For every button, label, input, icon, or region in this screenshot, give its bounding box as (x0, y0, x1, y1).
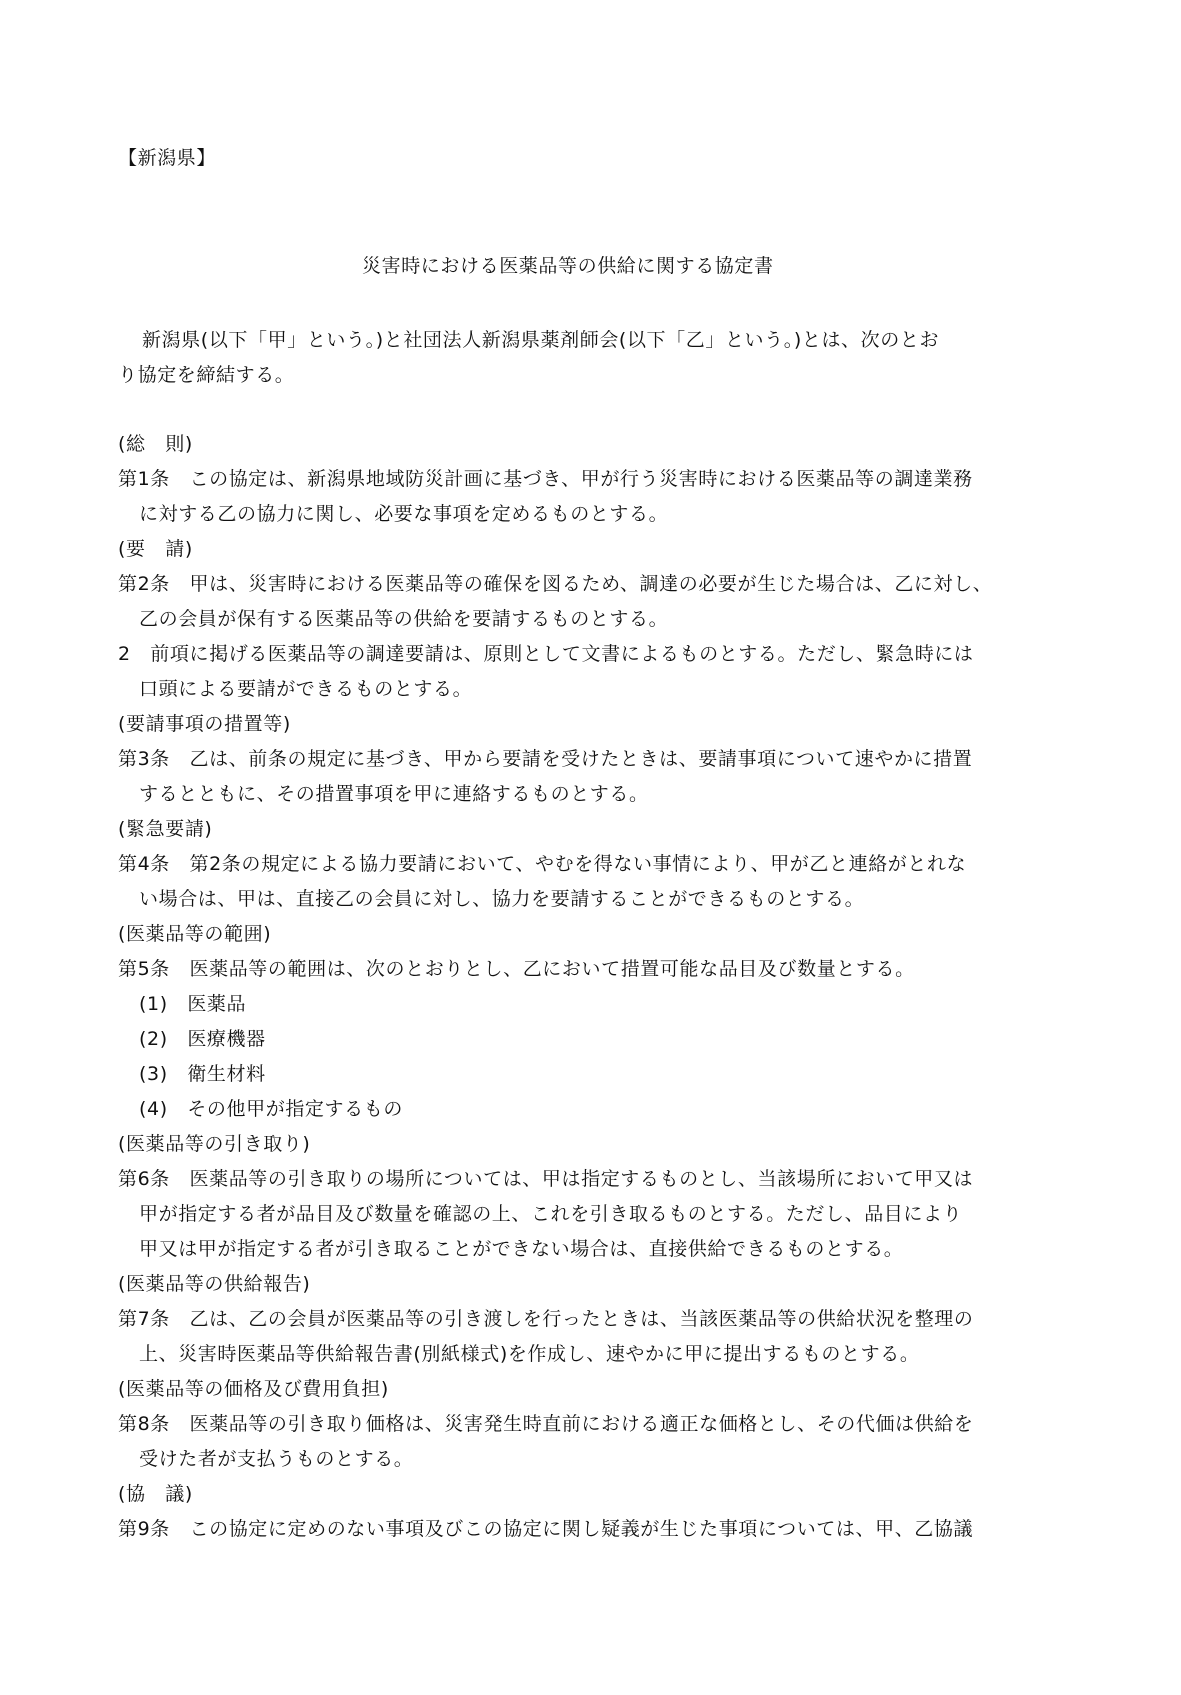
article-line: 受けた者が支払うものとする。 (139, 1448, 414, 1470)
article-line: 乙の会員が保有する医薬品等の供給を要請するものとする。 (139, 608, 669, 630)
list-item: (1) 医薬品 (139, 993, 247, 1015)
section-heading: (要請事項の措置等) (118, 713, 291, 735)
list-item: (2) 医療機器 (139, 1028, 266, 1050)
article-line: 甲又は甲が指定する者が引き取ることができない場合は、直接供給できるものとする。 (139, 1238, 904, 1260)
prefecture-label: 【新潟県】 (118, 147, 217, 169)
section-heading: (医薬品等の引き取り) (118, 1133, 311, 1155)
article-line: 第1条 この協定は、新潟県地域防災計画に基づき、甲が行う災害時における医薬品等の調達業務 (118, 468, 973, 490)
document-title: 災害時における医薬品等の供給に関する協定書 (362, 255, 774, 277)
list-item: (3) 衛生材料 (139, 1063, 266, 1085)
article-line: するとともに、その措置事項を甲に連絡するものとする。 (139, 783, 649, 805)
article-line: 第7条 乙は、乙の会員が医薬品等の引き渡しを行ったときは、当該医薬品等の供給状況を整理の (118, 1308, 974, 1330)
article-line: 口頭による要請ができるものとする。 (139, 678, 473, 700)
article-line: 第3条 乙は、前条の規定に基づき、甲から要請を受けたときは、要請事項について速やかに措置 (118, 748, 973, 770)
article-line: い場合は、甲は、直接乙の会員に対し、協力を要請することができるものとする。 (139, 888, 865, 910)
article-line: 第9条 この協定に定めのない事項及びこの協定に関し疑義が生じた事項については、甲、乙協議 (118, 1518, 974, 1540)
list-item: (4) その他甲が指定するもの (139, 1098, 403, 1120)
article-line: 上、災害時医薬品等供給報告書(別紙様式)を作成し、速やかに甲に提出するものとする。 (139, 1343, 920, 1365)
article-line: に対する乙の協力に関し、必要な事項を定めるものとする。 (139, 503, 669, 525)
section-heading: (要 請) (118, 538, 193, 560)
article-line: 第5条 医薬品等の範囲は、次のとおりとし、乙において措置可能な品目及び数量とする。 (118, 958, 915, 980)
section-heading: (医薬品等の範囲) (118, 923, 272, 945)
article-line: 甲が指定する者が品目及び数量を確認の上、これを引き取るものとする。ただし、品目により (139, 1203, 963, 1225)
section-heading: (協 議) (118, 1483, 193, 1505)
section-heading: (医薬品等の価格及び費用負担) (118, 1378, 389, 1400)
section-heading: (総 則) (118, 433, 193, 455)
preamble-line: り協定を締結する。 (118, 364, 295, 386)
section-heading: (医薬品等の供給報告) (118, 1273, 311, 1295)
article-line: 第6条 医薬品等の引き取りの場所については、甲は指定するものとし、当該場所において甲又は (118, 1168, 974, 1190)
article-line: 2 前項に掲げる医薬品等の調達要請は、原則として文書によるものとする。ただし、緊急時には (118, 643, 974, 665)
preamble-line: 新潟県(以下「甲」という。)と社団法人新潟県薬剤師会(以下「乙」という。)とは、次のとお (142, 329, 940, 351)
section-heading: (緊急要請) (118, 818, 213, 840)
article-line: 第2条 甲は、災害時における医薬品等の確保を図るため、調達の必要が生じた場合は、乙に対し、 (118, 573, 993, 595)
article-line: 第8条 医薬品等の引き取り価格は、災害発生時直前における適正な価格とし、その代価は供給を (118, 1413, 974, 1435)
article-line: 第4条 第2条の規定による協力要請において、やむを得ない事情により、甲が乙と連絡がとれな (118, 853, 967, 875)
